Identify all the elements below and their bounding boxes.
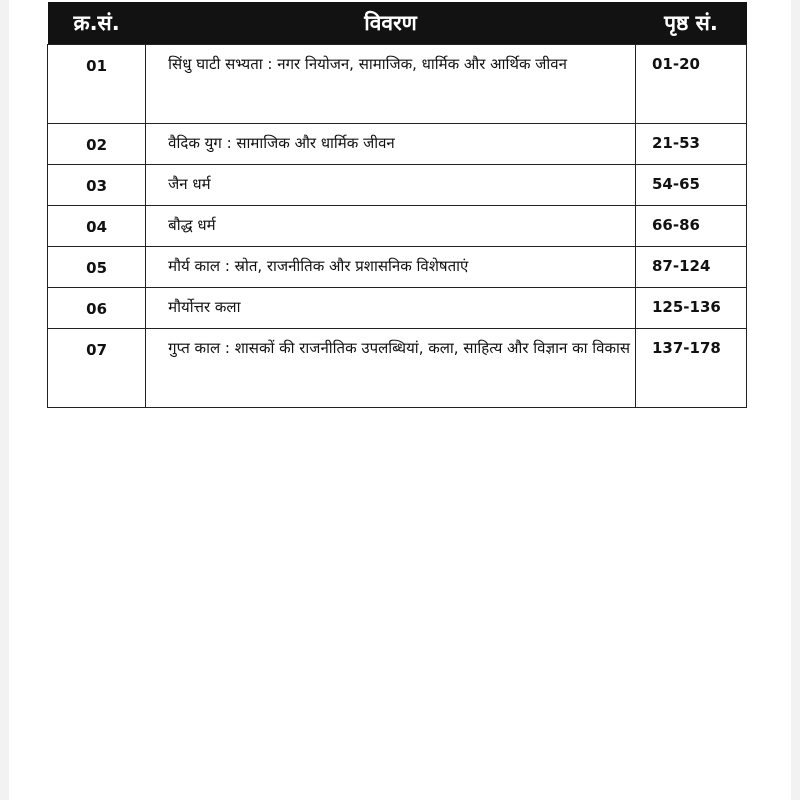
row-description: जैन धर्म: [146, 165, 636, 206]
row-number: 04: [48, 206, 146, 247]
row-description: मौर्य काल : स्रोत, राजनीतिक और प्रशासनिक विशेषताएं: [146, 247, 636, 288]
row-description: गुप्त काल : शासकों की राजनीतिक उपलब्धियां, कला, साहित्य और विज्ञान का विकास: [146, 329, 636, 408]
header-page: पृष्ठ सं.: [635, 2, 746, 45]
row-pages: 54-65: [635, 165, 746, 206]
row-number: 06: [48, 288, 146, 329]
header-number: क्र.सं.: [48, 2, 146, 45]
row-description: बौद्ध धर्म: [146, 206, 636, 247]
table-row: [48, 288, 747, 329]
table-row: [48, 329, 747, 408]
row-pages: 137-178: [635, 329, 746, 408]
row-pages: 66-86: [635, 206, 746, 247]
row-pages: 125-136: [635, 288, 746, 329]
row-pages: 01-20: [635, 45, 746, 124]
row-number: 02: [48, 124, 146, 165]
row-description: सिंधु घाटी सभ्यता : नगर नियोजन, सामाजिक, धार्मिक और आर्थिक जीवन: [146, 45, 636, 124]
table-row: [48, 45, 747, 124]
row-description: मौर्योत्तर कला: [146, 288, 636, 329]
table-row: [48, 247, 747, 288]
contents-table: [47, 2, 747, 408]
row-number: 07: [48, 329, 146, 408]
table-row: [48, 124, 747, 165]
row-pages: 87-124: [635, 247, 746, 288]
row-number: 05: [48, 247, 146, 288]
table-header-row: [48, 2, 747, 45]
row-number: 03: [48, 165, 146, 206]
table-row: [48, 206, 747, 247]
table-row: [48, 165, 747, 206]
row-pages: 21-53: [635, 124, 746, 165]
row-description: वैदिक युग : सामाजिक और धार्मिक जीवन: [146, 124, 636, 165]
document-page: [9, 0, 791, 800]
row-number: 01: [48, 45, 146, 124]
header-description: विवरण: [146, 2, 636, 45]
